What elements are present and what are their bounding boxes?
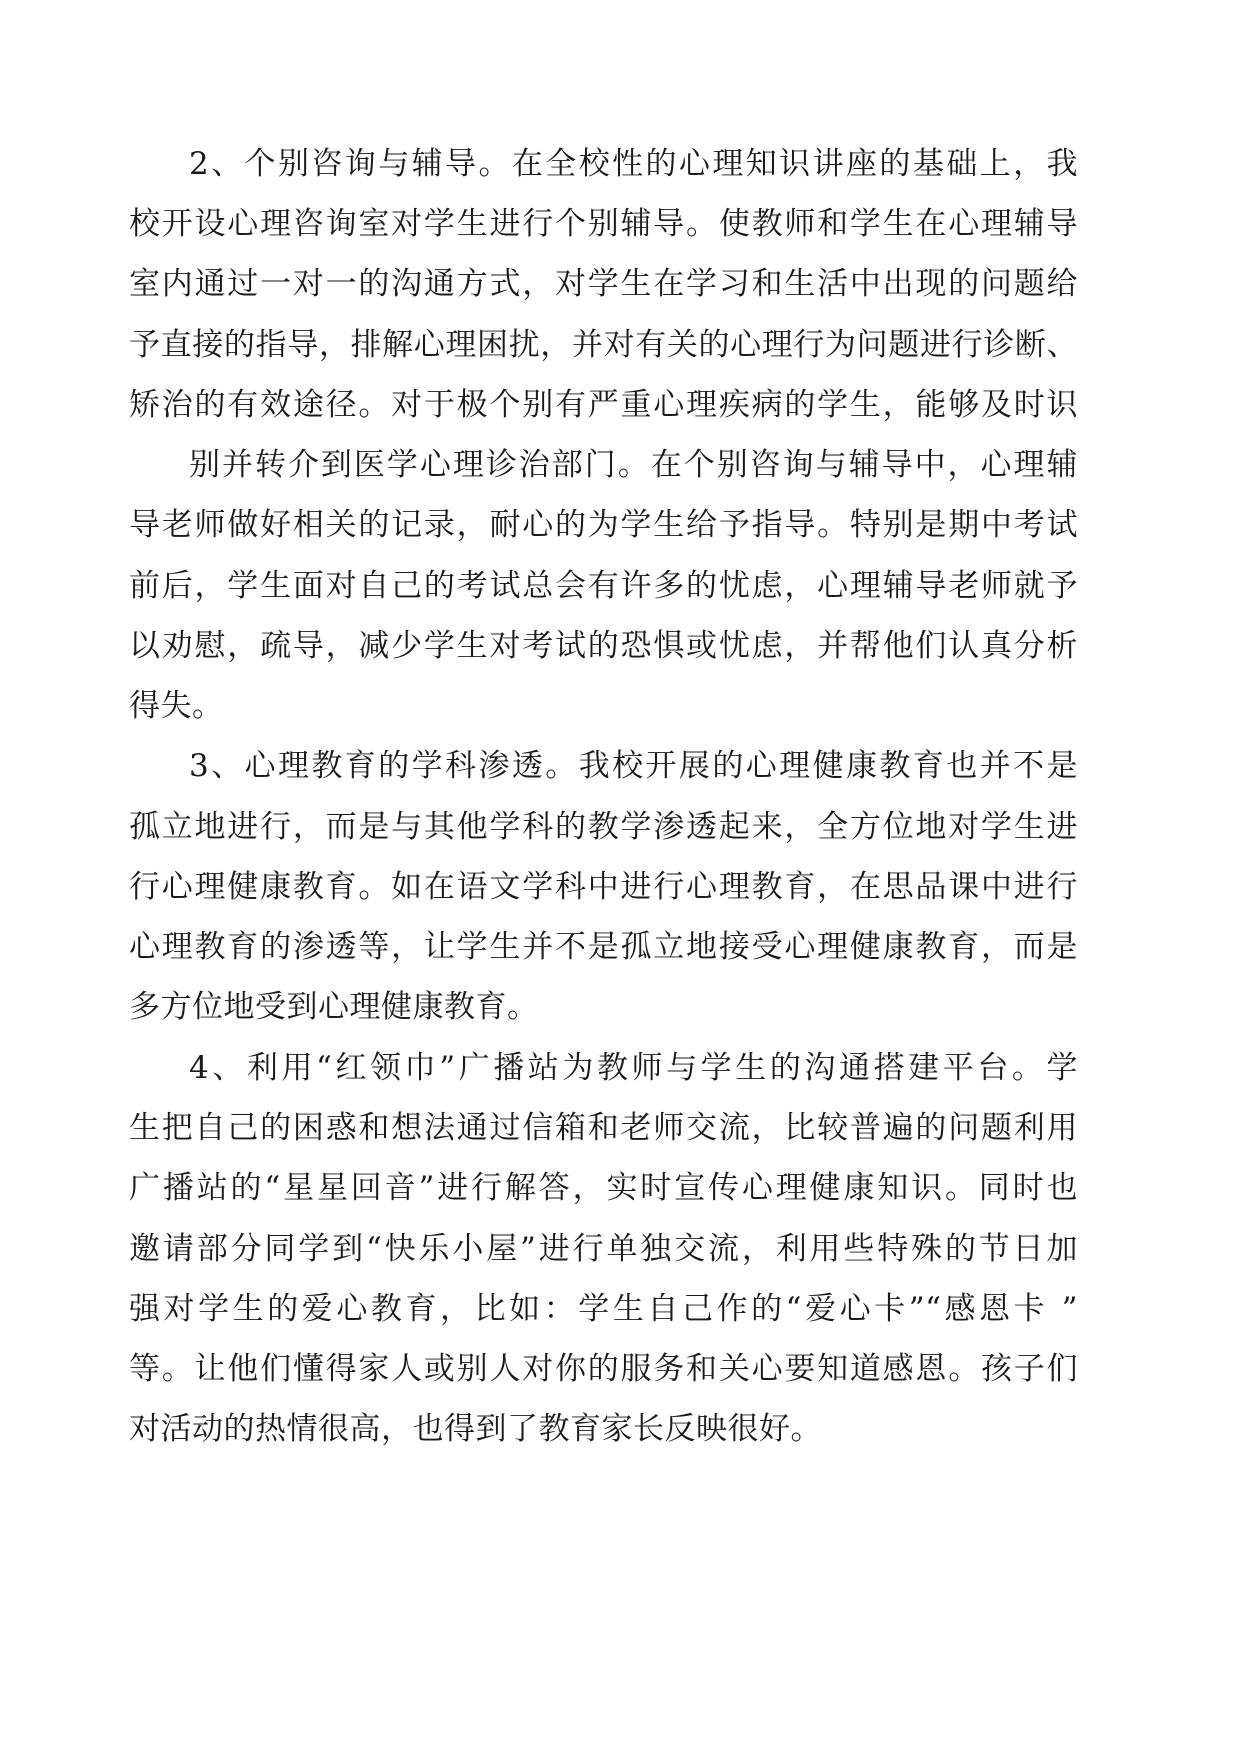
text-line: 2、个别咨询与辅导。在全校性的心理知识讲座的基础上，我: [189, 146, 1078, 182]
text-line: 以劝慰，疏导，减少学生对考试的恐惧或忧虑，并帮他们认真分析: [129, 628, 1078, 664]
text-line: 得失。: [129, 688, 224, 724]
text-line: 别并转介到医学心理诊治部门。在个别咨询与辅导中，心理辅: [189, 447, 1078, 483]
text-line: 强对学生的爱心教育，比如：学生自己作的“爱心卡”“感恩卡 ”: [129, 1291, 1078, 1327]
text-line: 4、利用“红领巾”广播站为教师与学生的沟通搭建平台。学: [189, 1050, 1078, 1086]
text-line: 心理教育的渗透等，让学生并不是孤立地接受心理健康教育，而是: [129, 929, 1078, 965]
text-line: 孤立地进行，而是与其他学科的教学渗透起来，全方位地对学生进: [129, 809, 1078, 845]
text-line: 前后，学生面对自己的考试总会有许多的忧虑，心理辅导老师就予: [129, 568, 1078, 604]
text-line: 生把自己的困惑和想法通过信箱和老师交流，比较普遍的问题利用: [129, 1110, 1078, 1146]
text-line: 校开设心理咨询室对学生进行个别辅导。使教师和学生在心理辅导: [129, 206, 1078, 242]
text-line: 等。让他们懂得家人或别人对你的服务和关心要知道感恩。孩子们: [129, 1351, 1078, 1387]
text-line: 行心理健康教育。如在语文学科中进行心理教育，在思品课中进行: [129, 869, 1078, 905]
text-line: 3、心理教育的学科渗透。我校开展的心理健康教育也并不是: [189, 748, 1078, 784]
text-line: 室内通过一对一的沟通方式，对学生在学习和生活中出现的问题给: [129, 266, 1078, 302]
text-line: 多方位地受到心理健康教育。: [129, 989, 539, 1025]
text-line: 矫治的有效途径。对于极个别有严重心理疾病的学生，能够及时识: [129, 387, 1078, 423]
text-line: 予直接的指导，排解心理困扰，并对有关的心理行为问题进行诊断、: [129, 327, 1078, 363]
text-line: 对活动的热情很高，也得到了教育家长反映很好。: [129, 1411, 822, 1447]
text-line: 邀请部分同学到“快乐小屋”进行单独交流，利用些特殊的节日加: [129, 1231, 1078, 1267]
text-line: 广播站的“星星回音”进行解答，实时宣传心理健康知识。同时也: [129, 1170, 1078, 1206]
text-line: 导老师做好相关的记录，耐心的为学生给予指导。特别是期中考试: [129, 507, 1078, 543]
